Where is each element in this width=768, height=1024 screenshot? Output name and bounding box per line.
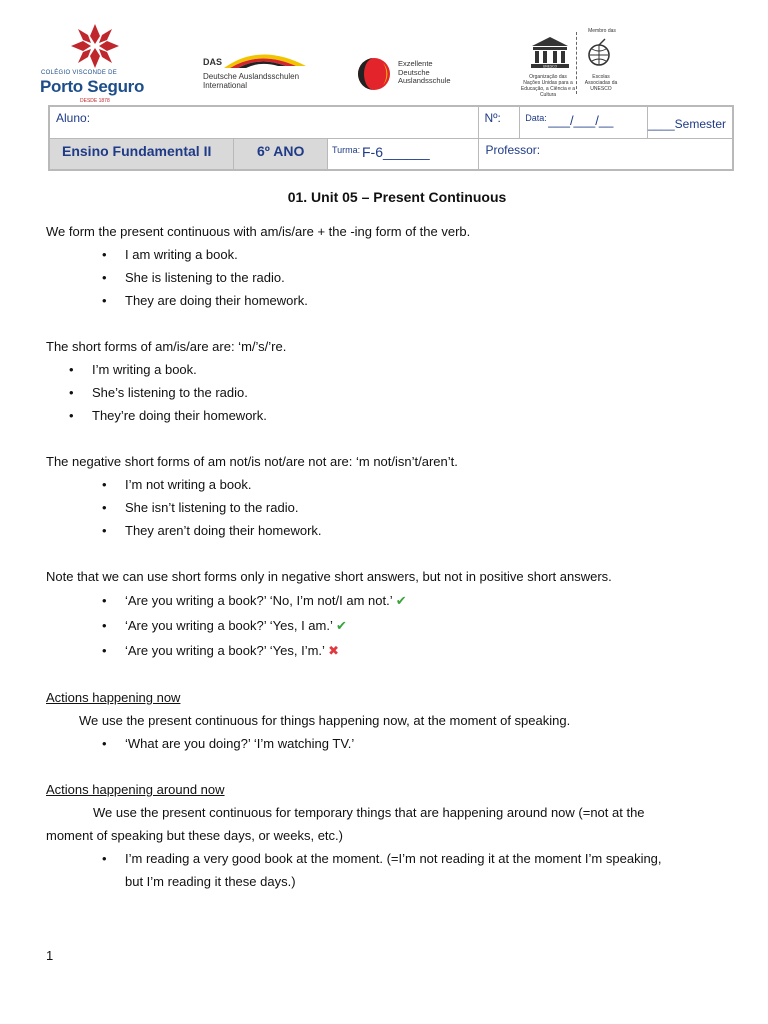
page-number: 1 (46, 948, 54, 963)
list-item: • I’m not writing a book. (46, 473, 726, 496)
list-item (46, 588, 726, 613)
around-example-line-1: • I’m reading a very good book at the moment. (=I’m not reading it at the moment I’m speaking, (125, 851, 662, 866)
excellent-line-1: Exzellente (398, 59, 433, 68)
list-item: • They are doing their homework. (46, 289, 726, 312)
excellent-line-2: Deutsche (398, 67, 430, 77)
turma-cell[interactable] (328, 139, 478, 169)
level-text: Ensino Fundamental II (62, 142, 212, 159)
around-paragraph-line-2: moment of speaking but these days, or weeks, etc.) (46, 828, 343, 843)
unesco-temple-icon (530, 36, 570, 70)
page-title: 01. Unit 05 – Present Continuous (287, 189, 507, 205)
intro-paragraph: We form the present continuous with am/is/are + the -ing form of the verb. (46, 224, 471, 239)
around-heading: Actions happening around now (46, 782, 225, 797)
now-paragraph: We use the present continuous for things happening now, at the moment of speaking. (79, 713, 571, 728)
school-small-text: COLÉGIO VISCONDE DE (41, 70, 118, 76)
grade-text: 6º ANO (257, 142, 305, 159)
student-info-table (48, 105, 734, 171)
porto-seguro-logo (38, 22, 148, 102)
cross-emblem-icon (65, 22, 125, 70)
list-item: • I’m writing a book. (46, 358, 726, 381)
das-logo (200, 48, 320, 98)
grade-cell (234, 139, 328, 169)
unesco-logo (520, 28, 630, 98)
semester-cell[interactable] (647, 106, 733, 138)
header-logos (38, 22, 638, 104)
list-item: • I am writing a book. (46, 243, 726, 266)
data-cell[interactable] (520, 106, 648, 138)
excellent-seal-icon (356, 56, 392, 92)
level-row (49, 138, 479, 170)
list-item: • They aren’t doing their homework. (46, 519, 726, 542)
note-examples-list (46, 588, 726, 663)
excellent-school-logo (356, 56, 466, 96)
unesco-schools-text: Escolas Associadas da UNESCO (584, 74, 618, 92)
unesco-divider (576, 32, 578, 94)
around-example-line-2: but I’m reading it these days.) (125, 874, 296, 889)
excellent-text (398, 60, 451, 86)
data-label: Data: (525, 113, 547, 123)
numero-cell[interactable] (479, 106, 520, 138)
note-example-text: ‘Are you writing a book?’ ‘Yes, I am.’ (125, 618, 333, 633)
list-item: • She is listening to the radio. (46, 266, 726, 289)
excellent-line-3: Auslandsschule (398, 76, 451, 85)
unesco-member-text: Membro das (588, 28, 616, 34)
list-item: • ‘What are you doing?’ ‘I’m watching TV.’ (46, 732, 726, 755)
aluno-cell[interactable] (49, 106, 479, 138)
list-item (46, 613, 726, 638)
unesco-word: UNESCO (542, 64, 558, 69)
turma-value: F-6______ (362, 143, 430, 160)
worksheet-body (46, 186, 726, 893)
around-examples-list (46, 847, 726, 893)
das-acronym: DAS (203, 57, 223, 67)
around-paragraph-line-1: We use the present continuous for temporary things that are happening around now (=not at the (93, 805, 645, 820)
das-text (203, 72, 299, 90)
list-item: • She isn’t listening to the radio. (46, 496, 726, 519)
unesco-globe-icon (586, 38, 612, 68)
cross-icon: ✖ (328, 643, 339, 658)
list-item (46, 847, 726, 893)
now-heading: Actions happening now (46, 690, 181, 705)
professor-label: Professor: (485, 142, 541, 157)
school-name: Porto Seguro (40, 77, 145, 96)
list-item: • They’re doing their homework. (46, 404, 726, 427)
das-line-1: Deutsche Auslandsschulen (203, 72, 300, 81)
check-icon: ✔ (395, 593, 407, 608)
note-example-text: ‘Are you writing a book?’ ‘Yes, I’m.’ (125, 643, 325, 658)
note-paragraph: Note that we can use short forms only in negative short answers, but not in positive short answers. (46, 569, 612, 584)
check-icon: ✔ (336, 618, 347, 633)
short-examples-list (46, 358, 726, 427)
now-examples-list (46, 732, 726, 755)
turma-label: Turma: (332, 144, 361, 155)
negative-examples-list (46, 473, 726, 542)
professor-cell[interactable] (479, 138, 733, 170)
semester-value: ____Semester (647, 117, 726, 131)
unesco-org-text: Organização das Nações Unidas para a Educação, a Ciência e a Cultura (520, 74, 576, 98)
numero-label: Nº: (484, 111, 501, 125)
das-line-2: International (203, 81, 248, 90)
note-example-text: ‘Are you writing a book?’ ‘No, I’m not/I am not.’ (125, 593, 393, 608)
level-cell (50, 139, 234, 169)
negative-paragraph: The negative short forms of am not/is not/are not are: ‘m not/isn’t/aren’t. (46, 454, 458, 469)
school-since: DESDE 1878 (80, 98, 110, 104)
aluno-label: Aluno: (56, 111, 91, 125)
data-value: ___/___/__ (548, 113, 614, 128)
list-item (46, 638, 726, 663)
short-forms-paragraph: The short forms of am/is/are are: ‘m/’s/’re. (46, 339, 287, 354)
list-item: • She’s listening to the radio. (46, 381, 726, 404)
intro-examples-list (46, 243, 726, 312)
